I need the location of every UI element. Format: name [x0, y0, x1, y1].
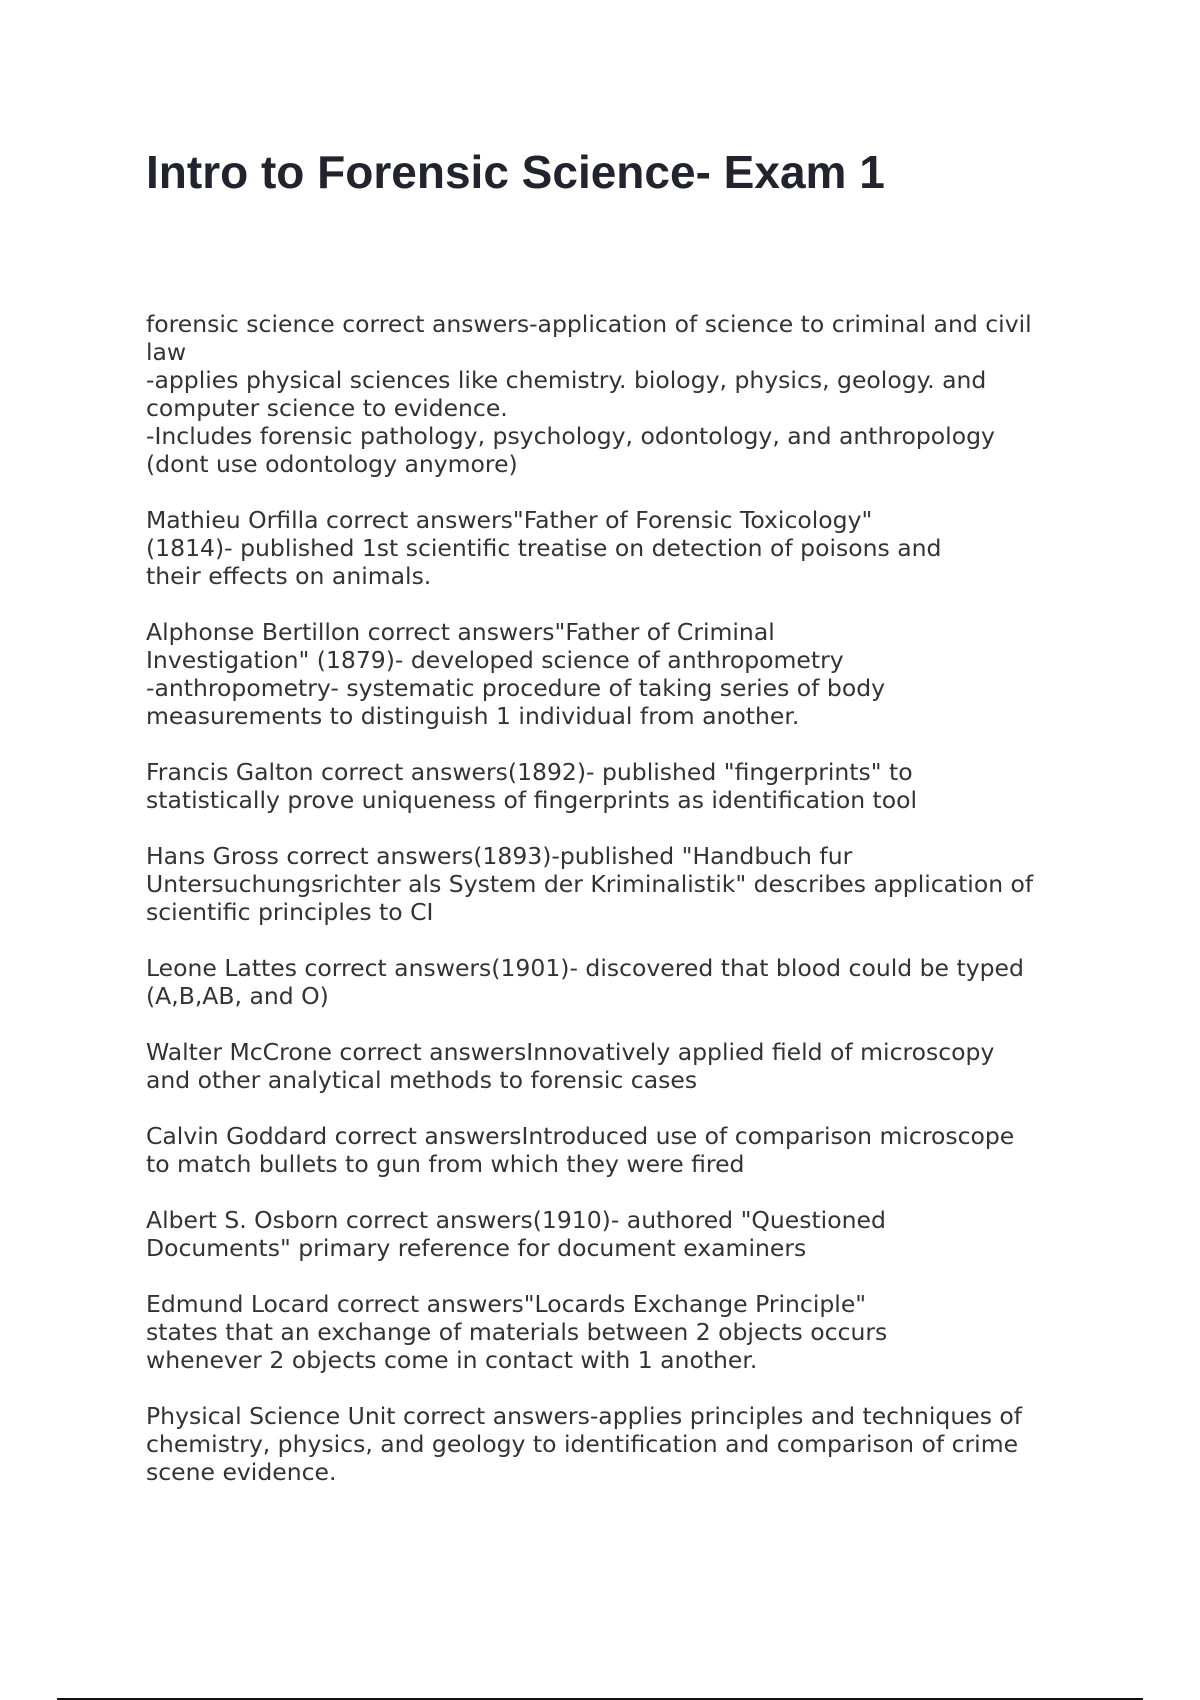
entry-line: Francis Galton correct answers(1892)- published "fingerprints" to: [146, 758, 913, 786]
entry-line: Physical Science Unit correct answers-applies principles and techniques of: [146, 1402, 1023, 1430]
entry-alphonse-bertillon: [146, 618, 1086, 730]
entry-albert-osborn: [146, 1206, 1086, 1262]
entry-line: measurements to distinguish 1 individual from another.: [146, 702, 800, 730]
entry-line: Alphonse Bertillon correct answers"Father of Criminal: [146, 618, 775, 646]
entry-line: Albert S. Osborn correct answers(1910)- authored "Questioned: [146, 1206, 886, 1234]
entry-line: statistically prove uniqueness of fingerprints as identification tool: [146, 786, 918, 814]
entry-hans-gross: [146, 842, 1086, 926]
entry-line: -applies physical sciences like chemistry. biology, physics, geology. and: [146, 366, 987, 394]
entry-leone-lattes: [146, 954, 1086, 1010]
entry-francis-galton: [146, 758, 1086, 814]
entry-line: Leone Lattes correct answers(1901)- discovered that blood could be typed: [146, 954, 1024, 982]
entry-line: Investigation" (1879)- developed science of anthropometry: [146, 646, 844, 674]
entry-list: [146, 310, 1086, 1514]
entry-line: -Includes forensic pathology, psychology, odontology, and anthropology: [146, 422, 995, 450]
entry-line: (A,B,AB, and O): [146, 982, 329, 1010]
entry-walter-mccrone: [146, 1038, 1086, 1094]
entry-line: Untersuchungsrichter als System der Kriminalistik" describes application of: [146, 870, 1034, 898]
entry-line: law: [146, 338, 187, 366]
entry-line: to match bullets to gun from which they were fired: [146, 1150, 745, 1178]
entry-line: Documents" primary reference for document examiners: [146, 1234, 807, 1262]
entry-line: -anthropometry- systematic procedure of taking series of body: [146, 674, 886, 702]
entry-forensic-science: [146, 310, 1086, 478]
entry-physical-science-unit: [146, 1402, 1086, 1486]
entry-line: Mathieu Orfilla correct answers"Father of Forensic Toxicology": [146, 506, 873, 534]
entry-line: scientific principles to CI: [146, 898, 434, 926]
entry-line: (1814)- published 1st scientific treatise on detection of poisons and: [146, 534, 942, 562]
entry-line: Walter McCrone correct answersInnovatively applied field of microscopy: [146, 1038, 995, 1066]
entry-line: computer science to evidence.: [146, 394, 508, 422]
entry-line: Calvin Goddard correct answersIntroduced use of comparison microscope: [146, 1122, 1015, 1150]
entry-line: Edmund Locard correct answers"Locards Exchange Principle": [146, 1290, 867, 1318]
entry-line: (dont use odontology anymore): [146, 450, 518, 478]
entry-calvin-goddard: [146, 1122, 1086, 1178]
entry-line: Hans Gross correct answers(1893)-published "Handbuch fur: [146, 842, 853, 870]
entry-mathieu-orfilla: [146, 506, 1086, 590]
entry-line: and other analytical methods to forensic cases: [146, 1066, 698, 1094]
entry-line: their effects on animals.: [146, 562, 432, 590]
entry-line: chemistry, physics, and geology to identification and comparison of crime: [146, 1430, 1019, 1458]
entry-line: scene evidence.: [146, 1458, 337, 1486]
entry-line: states that an exchange of materials between 2 objects occurs: [146, 1318, 888, 1346]
entry-edmund-locard: [146, 1290, 1086, 1374]
page-title: Intro to Forensic Science- Exam 1: [146, 146, 885, 198]
entry-line: whenever 2 objects come in contact with 1 another.: [146, 1346, 758, 1374]
entry-line: forensic science correct answers-application of science to criminal and civil: [146, 310, 1032, 338]
